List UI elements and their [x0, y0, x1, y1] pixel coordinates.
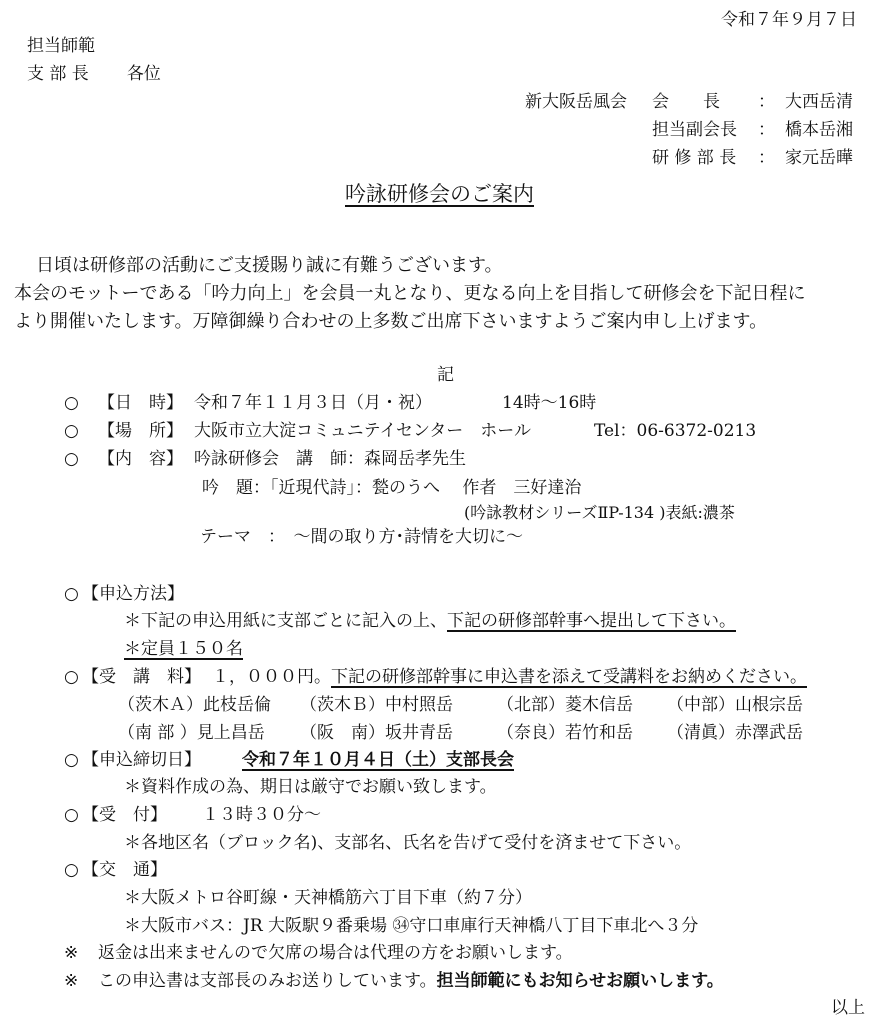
sender-colon: ： — [758, 92, 775, 112]
sender-colon: ： — [758, 148, 775, 168]
note-mark: ※ — [64, 971, 79, 991]
capacity: ＊定員１５０名 — [124, 639, 243, 659]
value-datetime: 令和７年１１月３日（月・祝） — [194, 393, 432, 413]
staff-entry: （南 部 ）見上昌岳 — [118, 723, 265, 743]
reception-note: ＊各地区名（ブロック名)、支部名、氏名を告げて受付を済ませて下さい。 — [124, 833, 692, 853]
staff-entry: （清眞）赤澤武岳 — [667, 723, 803, 743]
method-submit-instruction: 下記の研修部幹事へ提出して下さい。 — [447, 611, 736, 631]
note-distribution-text: この申込書は支部長のみお送りしています。 — [98, 971, 437, 991]
bullet-deadline: ○ — [64, 750, 79, 770]
bullet-reception: ○ — [64, 805, 79, 825]
bullet-content: ○ — [64, 449, 79, 469]
sender-name-vice: 橋本岳湘 — [785, 120, 853, 140]
label-content: 【内 容】 — [98, 449, 183, 469]
value-poem: 吟 題：「近現代詩」：甃のうへ 作者 三好達治 — [202, 478, 582, 498]
label-method: 【申込方法】 — [82, 584, 184, 604]
staff-entry: （阪 南）坂井青岳 — [300, 723, 453, 743]
fee-note: 下記の研修部幹事に申込書を添えて受講料をお納めください。 — [331, 667, 807, 687]
sender-org: 新大阪岳風会 — [525, 92, 627, 112]
sender-role-vice: 担当副会長 — [652, 120, 737, 140]
recipient-title: 支 部 長 — [27, 64, 89, 84]
bullet-method: ○ — [64, 584, 79, 604]
label-fee: 【受 講 料】 — [82, 667, 201, 687]
bullet-place: ○ — [64, 421, 79, 441]
intro-line-1: 日頃は研修部の活動にご支援賜り誠に有難うございます。 — [36, 255, 503, 276]
label-transport: 【交 通】 — [82, 860, 167, 880]
value-tel: Tel：06-6372-0213 — [594, 421, 757, 441]
fee-line — [212, 669, 807, 686]
label-reception: 【受 付】 — [82, 805, 167, 825]
label-datetime: 【日 時】 — [98, 393, 183, 413]
note-mark: ※ — [64, 943, 79, 963]
document-title: 吟詠研修会のご案内 — [345, 182, 534, 206]
value-time: 14時～16時 — [502, 393, 597, 413]
method-line-1 — [124, 613, 736, 630]
value-place: 大阪市立大淀コミュニテイセンター ホール — [194, 421, 531, 441]
transport-line-1: ＊大阪メトロ谷町線・天神橋筋六丁目下車（約７分） — [124, 888, 532, 908]
recipient-line-1: 担当師範 — [27, 36, 95, 56]
label-deadline: 【申込締切日】 — [82, 750, 201, 770]
note-refund: 返金は出来ませんので欠席の場合は代理の方をお願いします。 — [98, 943, 573, 963]
bullet-fee: ○ — [64, 667, 79, 687]
sender-colon: ： — [758, 120, 775, 140]
transport-line-2: ＊大阪市バス：JR 大阪駅９番乗場 ㉞守口車庫行天神橋八丁目下車北へ３分 — [124, 916, 699, 936]
staff-entry: （茨木Ｂ）中村照岳 — [300, 695, 453, 715]
recipient-suffix: 各位 — [126, 64, 161, 84]
label-place: 【場 所】 — [98, 421, 183, 441]
fee-amount: １，０００円。 — [212, 667, 331, 687]
intro-line-3: より開催いたします。万障御繰り合わせの上多数ご出席下さいますようご案内申し上げます。 — [14, 311, 768, 332]
staff-entry: （北部）菱木信岳 — [497, 695, 633, 715]
value-reception: １３時３０分～ — [202, 805, 321, 825]
intro-line-2: 本会のモットーである「吟力向上」を会員一丸となり、更なる向上を目指して研修会を下記日程に — [14, 283, 806, 304]
value-material: (吟詠教材シリーズⅡP-134 )表紙:濃茶 — [464, 503, 735, 522]
note-distribution-bold: 担当師範にもお知らせお願いします。 — [436, 971, 724, 991]
staff-entry: （茨木Ａ）此枝岳倫 — [118, 695, 271, 715]
note-distribution — [98, 973, 724, 990]
sender-name-president: 大西岳清 — [785, 92, 853, 112]
value-theme: テーマ ： ～間の取り方･詩情を大切に～ — [200, 527, 523, 547]
recipient-line-2 — [27, 66, 161, 83]
sender-name-training: 家元岳曄 — [785, 148, 853, 168]
sender-role-president: 会 長 — [652, 92, 720, 112]
staff-entry: （中部）山根宗岳 — [667, 695, 803, 715]
document-date: 令和７年９月７日 — [721, 10, 857, 30]
staff-entry: （奈良）若竹和岳 — [497, 723, 633, 743]
bullet-datetime: ○ — [64, 393, 79, 413]
closing: 以上 — [831, 998, 865, 1018]
ki-heading: 記 — [437, 365, 454, 385]
sender-role-training: 研 修 部 長 — [652, 148, 737, 168]
value-content: 吟詠研修会 講 師：森岡岳孝先生 — [194, 449, 466, 469]
bullet-transport: ○ — [64, 860, 79, 880]
deadline-note: ＊資料作成の為、期日は厳守でお願い致します。 — [124, 777, 497, 797]
value-deadline: 令和７年１０月４日（土）支部長会 — [242, 750, 514, 770]
method-text: ＊下記の申込用紙に支部ごとに記入の上、 — [124, 611, 447, 631]
